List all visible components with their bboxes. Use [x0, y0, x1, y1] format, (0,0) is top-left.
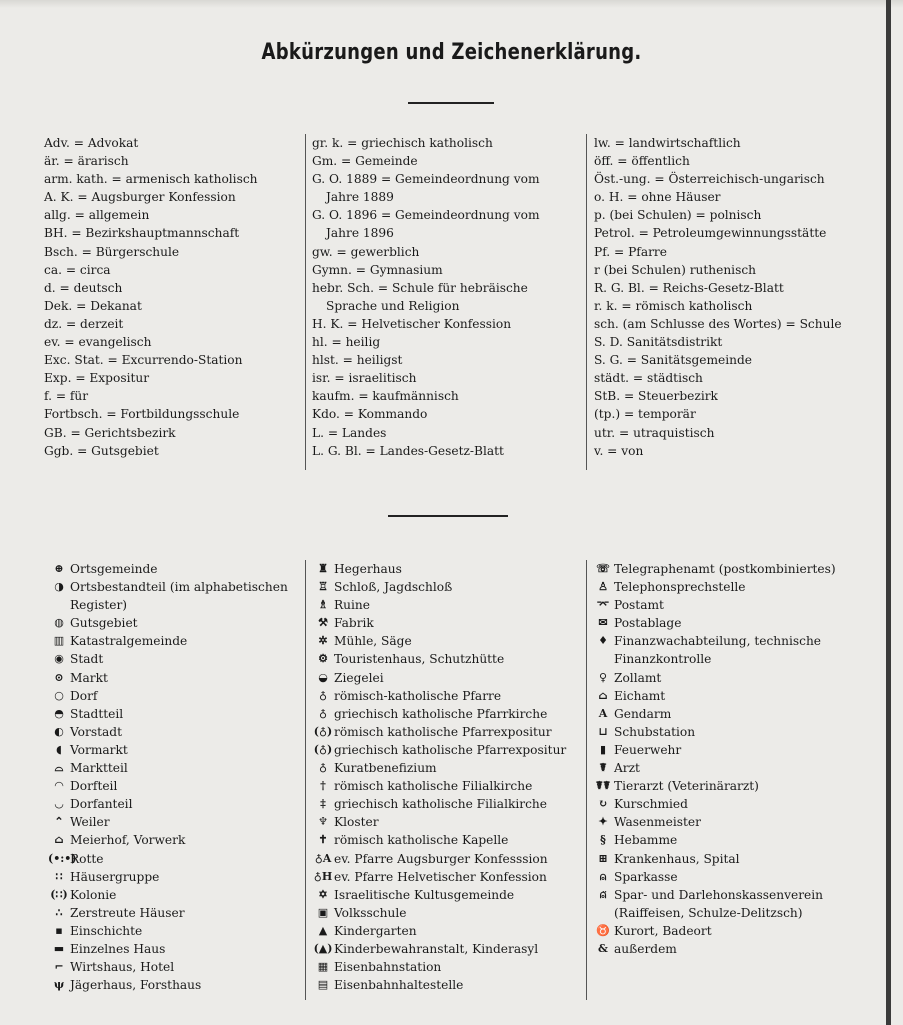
- legend-entry: [48, 922, 303, 940]
- abbreviation-entry: BH. = Bezirkshauptmannschaft: [44, 226, 240, 241]
- legend-label: Kolonie: [70, 887, 117, 902]
- legend-entry: [592, 614, 874, 632]
- legend-label: Meierhof, Vorwerk: [70, 833, 186, 848]
- gc-filial-church-icon: ‡: [320, 797, 326, 811]
- legend-entry: [592, 868, 874, 886]
- legend-label: Zerstreute Häuser: [70, 905, 185, 920]
- legend-label: Zollamt: [614, 670, 662, 685]
- rc-parish-icon: ♁: [318, 688, 328, 702]
- legend-entry: [592, 886, 874, 904]
- legend-entry: [592, 904, 874, 922]
- legend-label: Ortsgemeinde: [70, 562, 158, 576]
- chapel-icon: ✝: [318, 833, 328, 847]
- legend-label: Dorfanteil: [70, 797, 133, 812]
- abbreviation-entry: hl. = heilig: [312, 335, 381, 350]
- abbreviation-entry: sch. (am Schlusse des Wortes) = Schule: [594, 316, 842, 331]
- legend-label: Mühle, Säge: [334, 634, 412, 649]
- legend-entry: [48, 650, 303, 668]
- abbreviations-column-1: [44, 134, 299, 460]
- legend-entry: [48, 723, 303, 741]
- abbreviation-entry: r. k. = römisch katholisch: [594, 298, 753, 313]
- colony-icon: (∷): [50, 887, 68, 901]
- savings-bank-icon: ⍝: [599, 869, 607, 883]
- abbreviation-entry: hebr. Sch. = Schule für hebräische: [312, 280, 528, 295]
- kindergarten-icon: ▲: [318, 923, 328, 937]
- single-building-icon: ▬: [53, 941, 65, 955]
- legend-entry: [312, 831, 584, 849]
- telephone-icon: ♙: [598, 580, 608, 594]
- legend-label: Kuratbenefizium: [334, 761, 437, 776]
- symbols-column-2: [312, 560, 584, 994]
- legend-entry: [48, 741, 303, 759]
- farmstead-icon: ⌂: [54, 833, 64, 847]
- legend-entry: [312, 813, 584, 831]
- legend-entry: [48, 669, 303, 687]
- abbreviation-entry: utr. = utraquistisch: [594, 425, 715, 440]
- section-separator: [388, 515, 508, 517]
- legend-label: Weiler: [70, 815, 110, 830]
- dot-circle-icon: ⊙: [54, 670, 64, 684]
- abbreviation-entry: Ggb. = Gutsgebiet: [44, 443, 159, 458]
- legend-label: Telephonsprechstelle: [614, 580, 746, 595]
- legend-entry: [312, 669, 584, 687]
- filled-circle-icon: ◉: [54, 652, 64, 666]
- legend-entry: [592, 922, 874, 940]
- ev-hk-parish-icon: ♁H: [313, 869, 333, 883]
- abbreviation-entry: StB. = Steuerbezirk: [594, 389, 718, 404]
- legend-entry: [312, 723, 584, 741]
- farrier-icon: ↻: [598, 797, 608, 811]
- abbreviation-entry: Kdo. = Kommando: [312, 407, 428, 422]
- legend-label: Eisenbahnhaltestelle: [334, 978, 464, 993]
- gamekeeper-house-icon: ♜: [318, 562, 328, 575]
- legend-label: Telegraphenamt (postkombiniertes): [614, 562, 836, 576]
- abbreviation-entry: L. = Landes: [312, 425, 387, 440]
- legend-label: griechisch katholische Filialkirche: [334, 797, 547, 812]
- legend-entry: [48, 831, 303, 849]
- legend-entry: [48, 795, 303, 813]
- legend-label: Hegerhaus: [334, 562, 402, 576]
- legend-entry: [312, 795, 584, 813]
- legend-entry: [592, 560, 874, 578]
- school-icon: ▣: [317, 905, 329, 919]
- legend-entry: [312, 922, 584, 940]
- abbreviation-entry: Jahre 1889: [326, 190, 394, 205]
- abbreviation-entry: Petrol. = Petroleumgewinnungsstätte: [594, 226, 827, 241]
- midwife-icon: §: [600, 833, 606, 847]
- legend-entry: [592, 759, 874, 777]
- abbreviation-entry: H. K. = Helvetischer Konfession: [312, 316, 512, 331]
- abbreviation-entry: gr. k. = griechisch katholisch: [312, 136, 493, 150]
- ampersand-icon: &: [598, 941, 608, 955]
- legend-label: Einschichte: [70, 923, 143, 938]
- legend-label: Kloster: [334, 815, 379, 830]
- doctor-icon: ☤: [599, 761, 607, 775]
- postal-depot-icon: ✉: [598, 616, 608, 630]
- legend-label: Postamt: [614, 598, 664, 613]
- legend-label: Einzelnes Haus: [70, 941, 166, 956]
- legend-label: römisch katholische Kapelle: [334, 833, 509, 848]
- page-top-edge: [0, 0, 903, 8]
- page-binding-edge: [886, 0, 891, 1025]
- legend-entry: [48, 777, 303, 795]
- gauging-office-icon: ⌂: [598, 688, 608, 702]
- abbreviation-entry: r (bei Schulen) ruthenisch: [594, 262, 757, 277]
- rotte-icon: (•:•): [48, 851, 77, 865]
- abbreviation-entry: G. O. 1896 = Gemeindeordnung vom: [312, 208, 540, 223]
- legend-label: Marktteil: [70, 761, 128, 776]
- star-of-david-icon: ✡: [318, 887, 328, 901]
- abbreviation-entry: gw. = gewerblich: [312, 244, 420, 259]
- legend-entry: [312, 578, 584, 596]
- legend-entry: [592, 723, 874, 741]
- legend-label: Touristenhaus, Schutzhütte: [334, 652, 505, 667]
- legend-entry: [592, 850, 874, 868]
- hospital-icon: ⊞: [598, 851, 608, 865]
- gc-parish-church-icon: ♁: [318, 706, 328, 720]
- abbreviation-entry: kaufm. = kaufmännisch: [312, 389, 459, 404]
- abbreviation-entry: allg. = allgemein: [44, 208, 150, 223]
- legend-label: Krankenhaus, Spital: [614, 851, 740, 866]
- legend-label: ev. Pfarre Helvetischer Konfession: [334, 869, 547, 884]
- lower-arc-icon: ◡: [54, 797, 64, 811]
- spa-icon: ♉: [596, 923, 610, 937]
- column-divider-3: [305, 560, 306, 1000]
- abbreviation-entry: p. (bei Schulen) = polnisch: [594, 208, 762, 223]
- legend-entry: [592, 705, 874, 723]
- legend-entry: [48, 759, 303, 777]
- abbreviation-entry: dz. = derzeit: [44, 316, 124, 331]
- legend-entry: [48, 976, 303, 994]
- legend-label: Arzt: [614, 761, 640, 776]
- abbreviation-entry: Gymn. = Gymnasium: [312, 262, 443, 277]
- telegraph-icon: ☏: [596, 562, 610, 575]
- abbreviation-entry: Exc. Stat. = Excurrendo-Station: [44, 353, 243, 368]
- legend-label: Kurschmied: [614, 797, 688, 812]
- legend-entry: [312, 759, 584, 777]
- legend-label: Stadtteil: [70, 706, 124, 721]
- credit-union-icon: ⍝̈: [599, 887, 607, 901]
- abbreviation-entry: Bsch. = Bürgerschule: [44, 244, 180, 259]
- legend-entry: [312, 868, 584, 886]
- legend-label: römisch katholische Pfarrexpositur: [334, 724, 552, 739]
- column-divider-4: [586, 560, 587, 1000]
- abbreviation-entry: är. = ärarisch: [44, 154, 129, 169]
- legend-entry: [312, 777, 584, 795]
- abbreviation-entry: Pf. = Pfarre: [594, 244, 667, 259]
- abbreviation-entry: Jahre 1896: [326, 226, 394, 241]
- factory-icon: ⚒: [318, 616, 328, 630]
- segment-icon: ⌓: [54, 761, 64, 775]
- legend-label: Register): [70, 598, 128, 613]
- abbreviation-entry: Exp. = Expositur: [44, 371, 150, 386]
- legend-label: Volksschule: [334, 905, 407, 920]
- legend-label: Häusergruppe: [70, 869, 160, 884]
- legend-label: griechisch katholische Pfarrexpositur: [334, 742, 567, 757]
- legend-label: römisch katholische Filialkirche: [334, 779, 533, 794]
- railway-station-icon: ▦: [317, 960, 329, 974]
- legend-entry: [592, 632, 874, 650]
- circle-plus-icon: ⊕: [54, 562, 64, 575]
- abbreviation-entry: v. = von: [594, 443, 644, 458]
- legend-entry: [312, 886, 584, 904]
- legend-label: griechisch katholische Pfarrkirche: [334, 706, 548, 721]
- legend-label: Dorf: [70, 688, 98, 703]
- title-underline: [408, 102, 494, 104]
- mill-icon: ✲: [318, 634, 328, 648]
- legend-label: (Raiffeisen, Schulze-Delitzsch): [614, 905, 803, 920]
- half-filled-circle-icon: ◓: [54, 706, 64, 720]
- abbreviation-entry: f. = für: [44, 389, 89, 404]
- legend-entry: [312, 850, 584, 868]
- ruin-icon: ♗: [318, 598, 328, 612]
- legend-label: Tierarzt (Veterinärarzt): [614, 779, 759, 794]
- legend-entry: [312, 650, 584, 668]
- legend-label: Hebamme: [614, 833, 678, 848]
- legend-label: römisch-katholische Pfarre: [334, 688, 502, 703]
- legend-label: Postablage: [614, 616, 682, 631]
- legend-entry: [592, 578, 874, 596]
- grid-square-icon: ▥: [53, 634, 65, 648]
- legend-label: Feuerwehr: [614, 742, 682, 757]
- legend-entry: [48, 705, 303, 723]
- legend-label: Dorfteil: [70, 779, 118, 794]
- legend-label: Kurort, Badeort: [614, 923, 712, 938]
- fire-brigade-icon: ▮: [599, 742, 607, 756]
- legend-label: Gendarm: [614, 706, 672, 721]
- legend-label: Finanzwachabteilung, technische: [614, 634, 822, 649]
- legend-label: Katastralgemeinde: [70, 634, 188, 649]
- customs-icon: ♀: [598, 670, 608, 684]
- legend-label: Schloß, Jagdschloß: [334, 580, 453, 595]
- abbreviation-entry: arm. kath. = armenisch katholisch: [44, 172, 258, 187]
- abbreviation-entry: lw. = landwirtschaftlich: [594, 136, 741, 150]
- legend-label: Ruine: [334, 598, 370, 613]
- column-divider-1: [305, 134, 306, 470]
- legend-label: Vorstadt: [70, 724, 122, 739]
- legend-label: Wasenmeister: [614, 815, 701, 830]
- legend-label: Schubstation: [614, 724, 696, 739]
- brickworks-icon: ◒: [318, 670, 328, 684]
- left-semicircle-icon: ◖: [56, 742, 62, 756]
- castle-icon: ♖: [318, 580, 328, 594]
- page-title: Abkürzungen und Zeichenerklärung.: [261, 40, 642, 65]
- legend-entry: [312, 596, 584, 614]
- legend-label: Markt: [70, 670, 108, 685]
- knacker-icon: ✦: [598, 815, 608, 829]
- abbreviation-entry: isr. = israelitisch: [312, 371, 417, 386]
- tourist-hut-icon: ⚙: [318, 652, 328, 666]
- legend-label: außerdem: [614, 941, 677, 956]
- abbreviation-entry: öff. = öffentlich: [594, 154, 690, 169]
- legend-entry: [48, 632, 303, 650]
- abbreviation-entry: ev. = evangelisch: [44, 335, 152, 350]
- abbreviation-entry: (tp.) = temporär: [594, 407, 696, 422]
- gendarmerie-icon: A: [598, 706, 608, 720]
- half-circle-icon: ◑: [54, 580, 64, 594]
- legend-entry: [312, 741, 584, 759]
- abbreviation-entry: Gm. = Gemeinde: [312, 154, 418, 169]
- legend-label: Finanzkontrolle: [614, 652, 712, 667]
- legend-label: Stadt: [70, 652, 104, 667]
- legend-label: Kindergarten: [334, 923, 417, 938]
- abbreviation-entry: S. G. = Sanitätsgemeinde: [594, 353, 753, 368]
- legend-entry: [312, 614, 584, 632]
- abbreviation-entry: ca. = circa: [44, 262, 111, 277]
- legend-entry: [48, 813, 303, 831]
- legend-entry: [48, 886, 303, 904]
- scattered-houses-icon: ∴: [55, 905, 63, 919]
- legend-entry: [48, 904, 303, 922]
- legend-entry: [592, 795, 874, 813]
- abbreviation-entry: hlst. = heiligst: [312, 353, 403, 368]
- legend-entry: [592, 940, 874, 958]
- abbreviation-entry: S. D. Sanitätsdistrikt: [594, 335, 723, 350]
- legend-entry: [312, 632, 584, 650]
- rc-filial-church-icon: †: [320, 779, 326, 793]
- gc-expositur-icon: (♁): [313, 742, 333, 756]
- legend-label: Vormarkt: [70, 742, 128, 757]
- legend-label: Eisenbahnstation: [334, 960, 442, 975]
- legend-label: Ortsbestandteil (im alphabetischen: [70, 580, 288, 595]
- abbreviation-entry: R. G. Bl. = Reichs-Gesetz-Blatt: [594, 280, 784, 295]
- legend-entry: [312, 560, 584, 578]
- transfer-station-icon: ⊔: [598, 724, 608, 738]
- legend-entry: [592, 687, 874, 705]
- legend-entry: [312, 687, 584, 705]
- legend-label: Kinderbewahranstalt, Kinderasyl: [334, 941, 539, 956]
- abbreviations-column-2: [312, 134, 582, 460]
- legend-entry: [48, 614, 303, 632]
- rc-expositur-icon: (♁): [313, 724, 333, 738]
- legend-entry: [48, 868, 303, 886]
- legend-label: Gutsgebiet: [70, 616, 138, 631]
- abbreviation-entry: Öst.-ung. = Österreichisch-ungarisch: [594, 172, 825, 187]
- legend-entry: [48, 850, 303, 868]
- legend-entry: [312, 705, 584, 723]
- legend-entry: [312, 976, 584, 994]
- legend-entry: [592, 741, 874, 759]
- single-house-icon: ▪: [55, 923, 63, 937]
- legend-entry: [48, 940, 303, 958]
- legend-label: Fabrik: [334, 616, 374, 631]
- abbreviation-entry: Fortbsch. = Fortbildungsschule: [44, 407, 240, 422]
- legend-entry: [592, 831, 874, 849]
- caret-icon: ⌃: [54, 815, 64, 829]
- abbreviation-entry: Adv. = Advokat: [44, 136, 139, 150]
- abbreviation-entry: A. K. = Augsburger Konfession: [44, 190, 236, 205]
- abbreviation-entry: d. = deutsch: [44, 280, 123, 295]
- post-office-icon: ⌤: [596, 598, 610, 612]
- abbreviation-entry: G. O. 1889 = Gemeindeordnung vom: [312, 172, 540, 187]
- abbreviation-entry: GB. = Gerichtsbezirk: [44, 425, 176, 440]
- legend-label: Eichamt: [614, 688, 666, 703]
- legend-label: Rotte: [70, 851, 104, 866]
- legend-entry: [592, 669, 874, 687]
- legend-label: Wirtshaus, Hotel: [70, 960, 175, 975]
- upper-arc-icon: ◠: [54, 779, 64, 793]
- abbreviation-entry: Sprache und Religion: [326, 298, 460, 313]
- abbreviation-entry: o. H. = ohne Häuser: [594, 190, 721, 205]
- childcare-icon: (▲): [313, 941, 333, 955]
- legend-label: Ziegelei: [334, 670, 384, 685]
- monastery-icon: ♆: [318, 815, 328, 829]
- legend-entry: [312, 904, 584, 922]
- legend-entry: [592, 813, 874, 831]
- abbreviation-entry: städt. = städtisch: [594, 371, 703, 386]
- veterinarian-icon: ☤☤: [595, 779, 611, 793]
- column-divider-2: [586, 134, 587, 470]
- abbreviation-entry: L. G. Bl. = Landes-Gesetz-Blatt: [312, 443, 504, 458]
- legend-label: Jägerhaus, Forsthaus: [70, 978, 202, 993]
- symbols-column-3: [592, 560, 874, 958]
- legend-label: Israelitische Kultusgemeinde: [334, 887, 515, 902]
- legend-entry: [48, 560, 303, 578]
- legend-label: Spar- und Darlehonskassenverein: [614, 887, 823, 902]
- abbreviations-column-3: [594, 134, 874, 460]
- legend-entry: [48, 687, 303, 705]
- legend-entry: [592, 596, 874, 614]
- inn-icon: ⌐: [54, 960, 64, 974]
- hunting-lodge-icon: ψ: [53, 978, 65, 992]
- legend-entry: [592, 777, 874, 795]
- legend-entry: [592, 650, 874, 668]
- finance-guard-icon: ♦: [598, 634, 608, 648]
- ev-ak-parish-icon: ♁A: [314, 851, 332, 865]
- railway-stop-icon: ▤: [317, 978, 329, 992]
- curacy-icon: ♁: [318, 761, 328, 775]
- circle-icon: ○: [54, 688, 64, 702]
- abbreviation-entry: Dek. = Dekanat: [44, 298, 142, 313]
- legend-label: Sparkasse: [614, 869, 678, 884]
- legend-entry: [48, 578, 303, 596]
- legend-entry: [48, 596, 303, 614]
- legend-entry: [312, 958, 584, 976]
- legend-label: ev. Pfarre Augsburger Konfesssion: [334, 851, 548, 866]
- house-group-icon: ∷: [55, 869, 63, 883]
- legend-entry: [48, 958, 303, 976]
- legend-entry: [312, 940, 584, 958]
- left-half-circle-icon: ◐: [54, 724, 64, 738]
- circle-bar-icon: ◍: [54, 616, 64, 630]
- symbols-column-1: [48, 560, 303, 994]
